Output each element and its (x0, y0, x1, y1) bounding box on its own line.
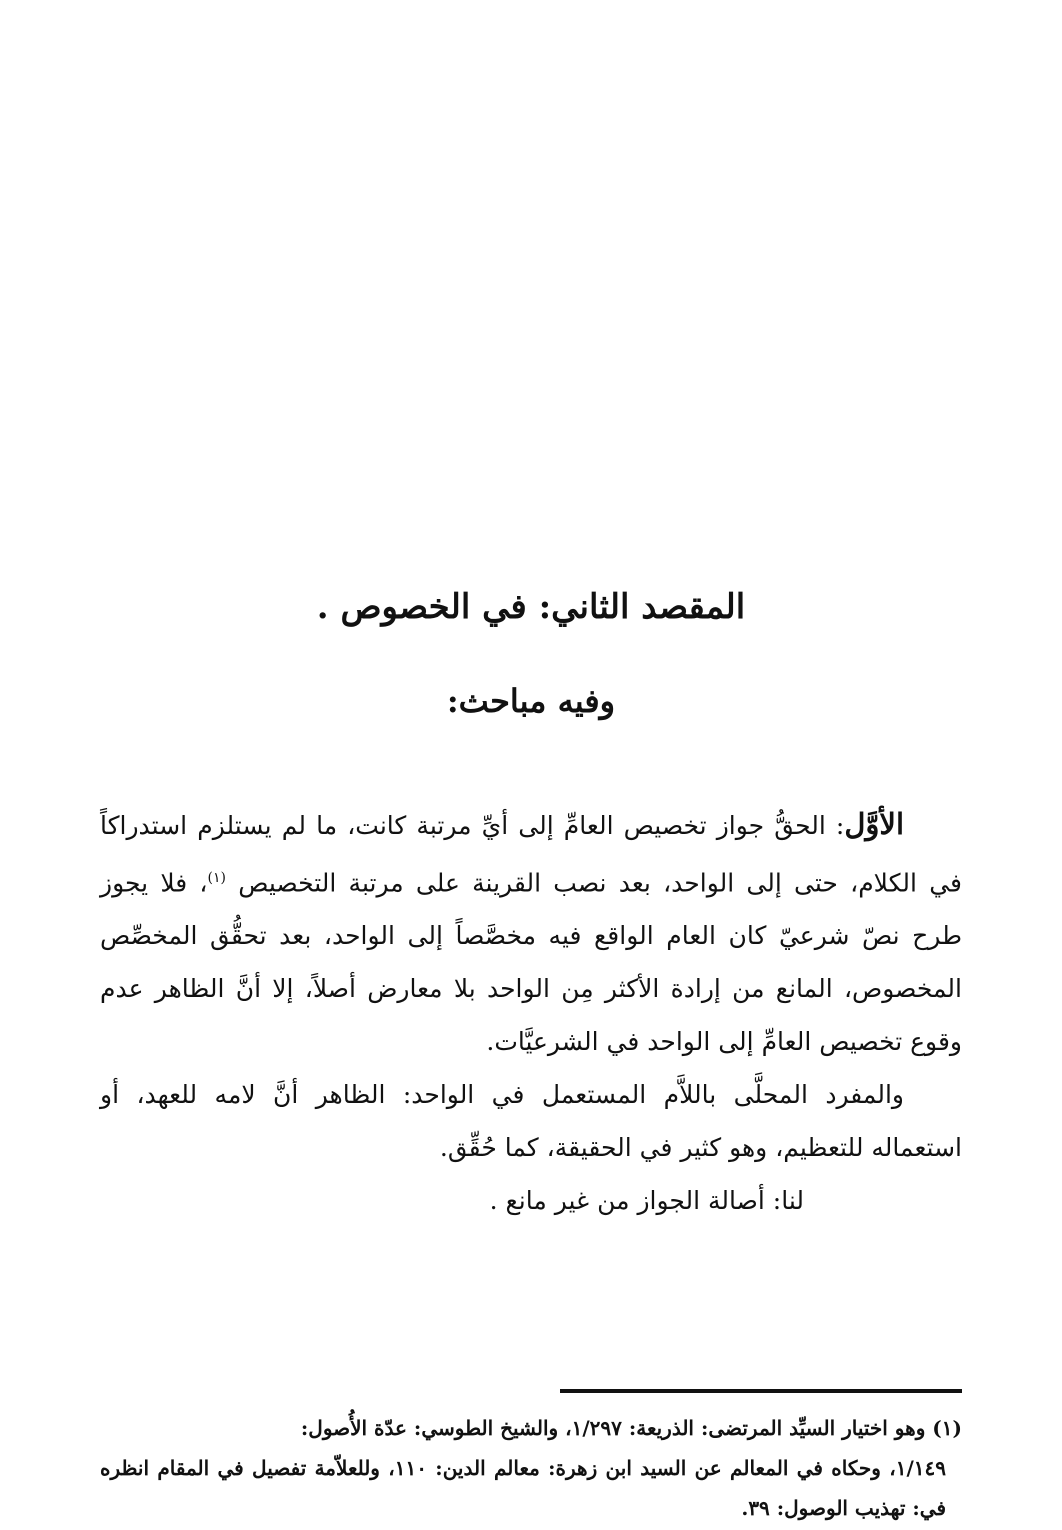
chapter-title: المقصد الثاني: في الخصوص . (316, 587, 746, 627)
paragraph-third: لنا: أصالة الجواز من غير مانع . (489, 1186, 804, 1216)
sub-heading: وفيه مباحث: (446, 682, 616, 720)
paragraph-first (100, 798, 962, 1068)
footnote (100, 1408, 962, 1528)
paragraph-first-text: : الحقُّ جواز تخصيص العامِّ إلى أيِّ مرتبة كانت، ما لم يستلزم استدراكاً في الكلام، حتى إلى الواحد، بعد نصب القرينة على مرتبة التخصيص (100, 811, 962, 898)
footnote-line-2: ١/١٤٩، وحكاه في المعالم عن السيد ابن زهرة: معالم الدين: ١١٠، وللعلاّمة تفصيل في المقام انظره في: تهذيب الوصول: ٣٩. (100, 1456, 946, 1520)
footnote-reference[interactable]: (١) (207, 870, 226, 886)
paragraph-second: والمفرد المحلَّى باللاَّم المستعمل في الواحد: الظاهر أنَّ لامه للعهد، أو استعماله للتعظيم، وهو كثير في الحقيقة، كما حُقِّق. (100, 1080, 962, 1163)
paragraph-first-continuation: ، فلا يجوز طرح نصّ شرعيّ كان العام الواقع فيه مخصَّصاً إلى الواحد، بعد تحقُّق المخصِّص المخصوص، المانع من إرادة الأكثر مِن الواحد بلا معارض أصلاً، إلا أنَّ الظاهر عدم وقوع تخصيص العامِّ إلى الواحد في الشرعيَّات. (100, 868, 962, 1057)
footnote-line-1: (١) وهو اختيار السيِّد المرتضى: الذريعة: ١/٢٩٧، والشيخ الطوسي: عدّة الأُصول: (300, 1416, 962, 1440)
footnote-divider (560, 1389, 962, 1393)
section-lead-word: الأوَّل (844, 807, 904, 841)
main-text (100, 798, 962, 1227)
